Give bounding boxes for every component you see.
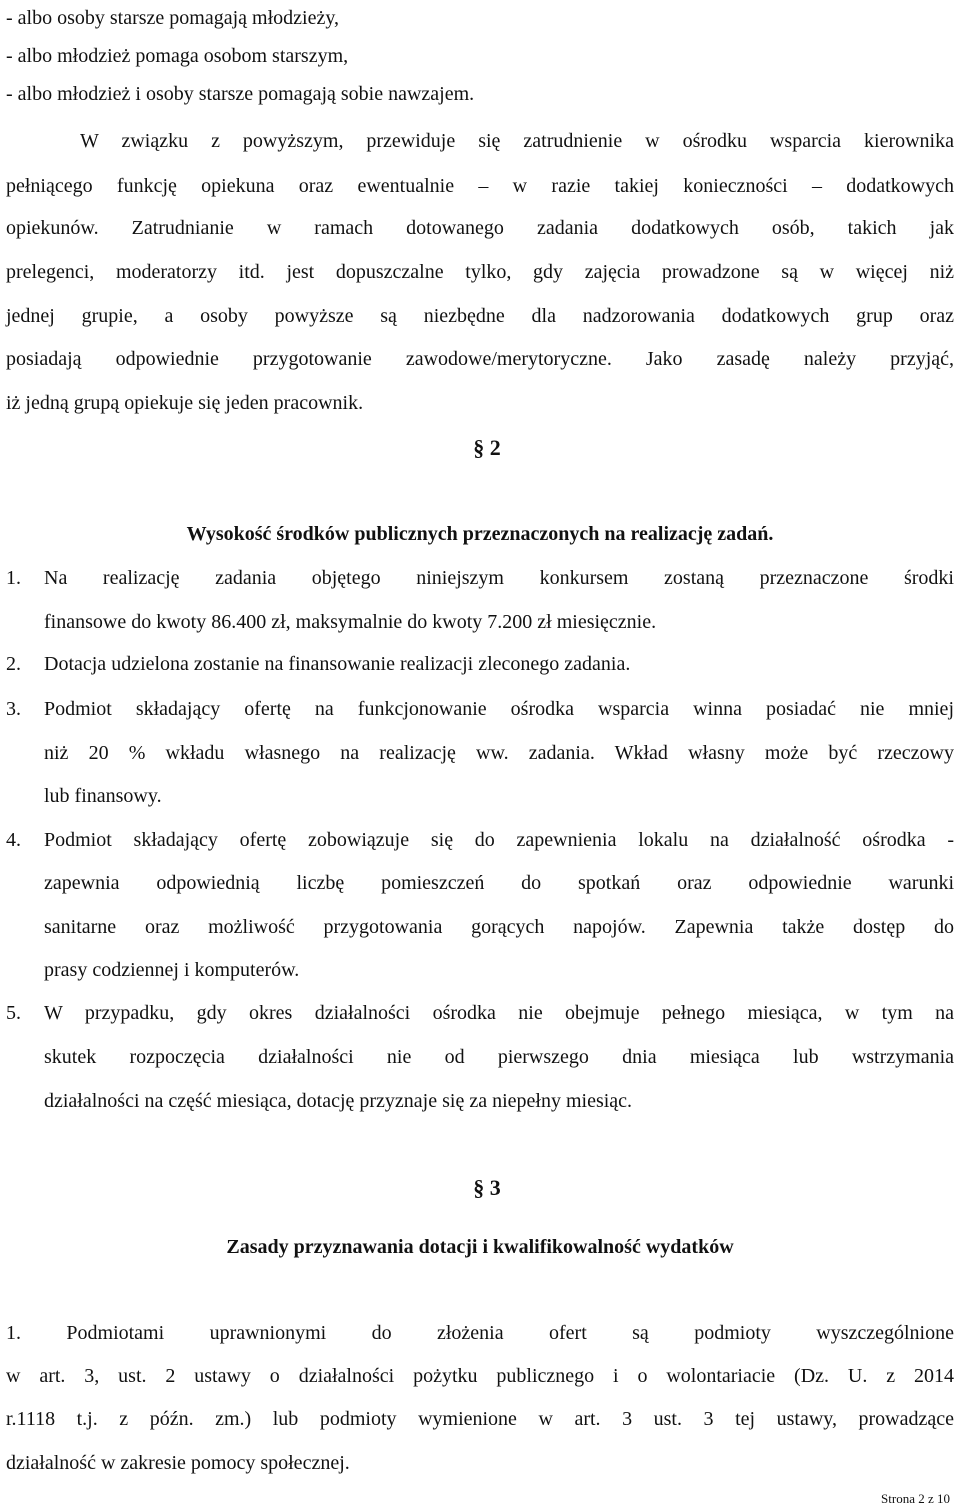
paragraph-line: iż jedną grupą opiekuje się jeden pracownik. <box>6 392 364 414</box>
intro-line: - albo osoby starsze pomagają młodzieży, <box>6 7 340 29</box>
list-text: niż 20 % wkładu własnego na realizację ww. zadania. Wkład własny może być rzeczowy <box>44 742 954 764</box>
list-text: zapewnia odpowiednią liczbę pomieszczeń do spotkań oraz odpowiednie warunki <box>44 872 954 894</box>
list-text: Dotacja udzielona zostanie na finansowanie realizacji zleconego zadania. <box>44 653 631 675</box>
intro-line: - albo młodzież i osoby starsze pomagają sobie nawzajem. <box>6 83 475 105</box>
list-text: Podmiot składający ofertę na funkcjonowanie ośrodka wsparcia winna posiadać nie mniej <box>44 698 954 720</box>
list-text: skutek rozpoczęcia działalności nie od pierwszego dnia miesiąca lub wstrzymania <box>44 1046 954 1068</box>
paragraph-line: posiadają odpowiednie przygotowanie zawodowe/merytoryczne. Jako zasadę należy przyjąć, <box>6 348 954 370</box>
list-number: 4. <box>6 829 21 851</box>
list-number: 2. <box>6 653 21 675</box>
list-text: W przypadku, gdy okres działalności ośrodka nie obejmuje pełnego miesiąca, w tym na <box>44 1002 954 1024</box>
paragraph-line: jednej grupie, a osoby powyższe są niezbędne dla nadzorowania dodatkowych grup oraz <box>6 305 954 327</box>
list-text: finansowe do kwoty 86.400 zł, maksymalnie do kwoty 7.200 zł miesięcznie. <box>44 611 657 633</box>
section-mark: § 2 <box>473 435 501 460</box>
list-text: Na realizację zadania objętego niniejszym konkursem zostaną przeznaczone środki <box>44 567 954 589</box>
list-text: prasy codziennej i komputerów. <box>44 959 300 981</box>
paragraph-line: opiekunów. Zatrudnianie w ramach dotowanego zadania dodatkowych osób, takich jak <box>6 217 954 239</box>
list-number: 3. <box>6 698 21 720</box>
list-text: Podmiot składający ofertę zobowiązuje się do zapewnienia lokalu na działalność ośrodka - <box>44 829 954 851</box>
section-mark: § 3 <box>473 1175 501 1200</box>
paragraph-line: pełniącego funkcję opiekuna oraz ewentualnie – w razie takiej konieczności – dodatkowych <box>6 175 954 197</box>
list-number: 1. <box>6 567 21 589</box>
paragraph-line: 1. Podmiotami uprawnionymi do złożenia ofert są podmioty wyszczególnione <box>6 1322 954 1344</box>
paragraph-line: prelegenci, moderatorzy itd. jest dopuszczalne tylko, gdy zajęcia prowadzone są w więcej niż <box>6 261 954 283</box>
section-title: Wysokość środków publicznych przeznaczonych na realizację zadań. <box>186 523 774 545</box>
list-text: lub finansowy. <box>44 785 162 807</box>
paragraph-line: W związku z powyższym, przewiduje się zatrudnienie w ośrodku wsparcia kierownika <box>80 130 954 152</box>
list-text: działalności na część miesiąca, dotację przyznaje się za niepełny miesiąc. <box>44 1090 633 1112</box>
paragraph-line: r.1118 t.j. z późn. zm.) lub podmioty wymienione w art. 3 ust. 3 tej ustawy, prowadzące <box>6 1408 954 1430</box>
paragraph-line: działalność w zakresie pomocy społecznej. <box>6 1452 350 1474</box>
page-number: Strona 2 z 10 <box>881 1491 950 1506</box>
paragraph-line: w art. 3, ust. 2 ustawy o działalności pożytku publicznego i o wolontariacie (Dz. U. z 2014 <box>6 1365 954 1387</box>
list-number: 5. <box>6 1002 21 1024</box>
section-title: Zasady przyznawania dotacji i kwalifikowalność wydatków <box>226 1236 734 1258</box>
intro-line: - albo młodzież pomaga osobom starszym, <box>6 45 349 67</box>
list-text: sanitarne oraz możliwość przygotowania gorących napojów. Zapewnia także dostęp do <box>44 916 954 938</box>
